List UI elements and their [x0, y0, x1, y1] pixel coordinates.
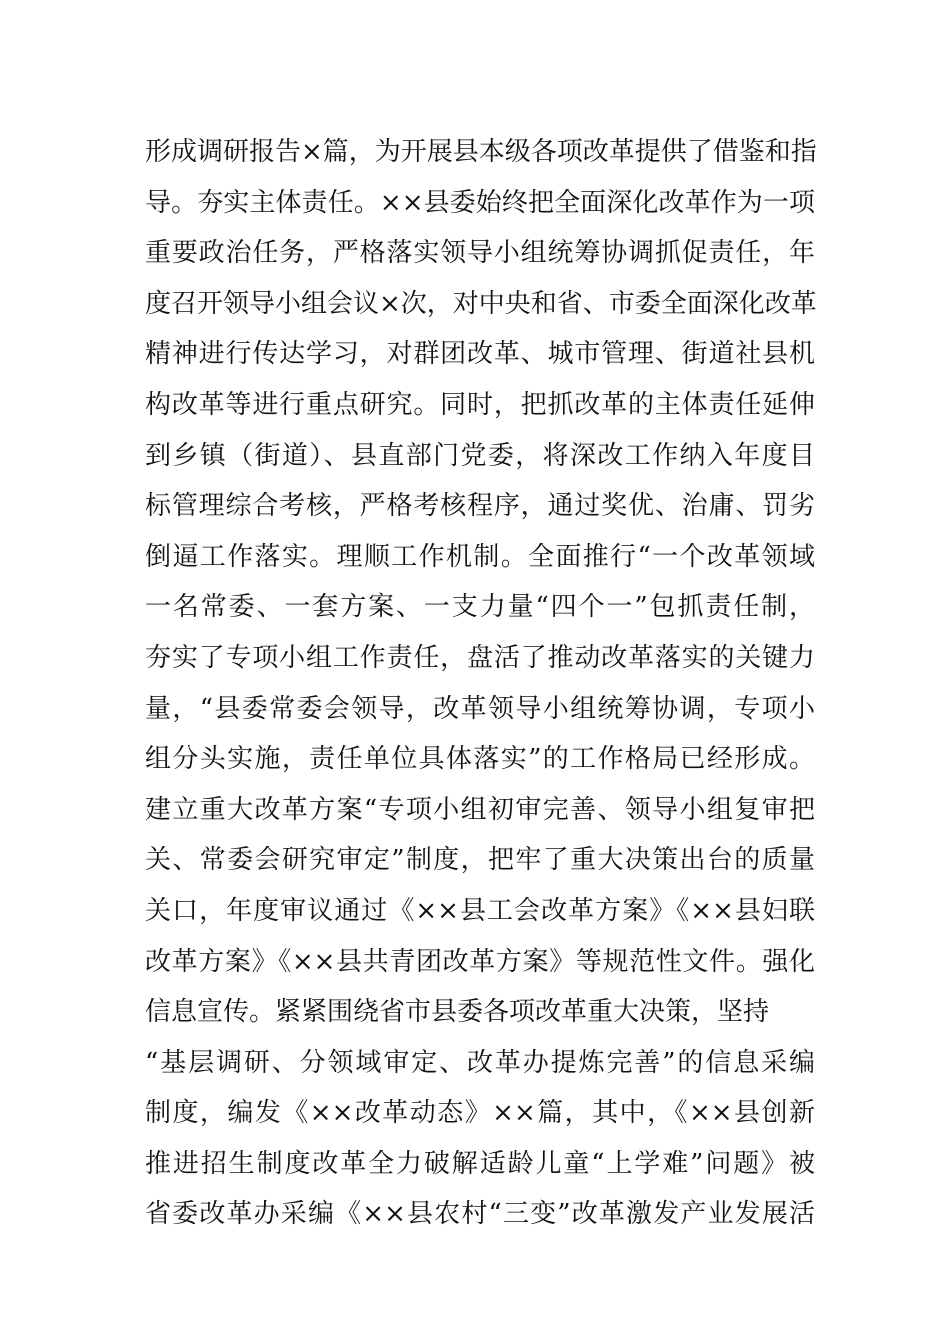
text-line: 量，“县委常委会领导，改革领导小组统筹协调，专项小 [145, 693, 815, 724]
text-line: 形成调研报告×篇，为开展县本级各项改革提供了借鉴和指 [145, 137, 817, 167]
text-line: 关、常委会研究审定”制度，把牢了重大决策出台的质量 [145, 845, 815, 876]
text-line: 重要政治任务，严格落实领导小组统筹协调抓促责任，年 [145, 238, 815, 269]
text-line: 推进招生制度改革全力破解适龄儿童“上学难”问题》被 [145, 1148, 815, 1179]
text-line: 关口，年度审议通过《××县工会改革方案》《××县妇联 [145, 895, 815, 926]
text-line: 导。夯实主体责任。××县委始终把全面深化改革作为一项 [145, 187, 815, 218]
text-line: 夯实了专项小组工作责任，盘活了推动改革落实的关键力 [145, 642, 815, 673]
text-line: 标管理综合考核，严格考核程序，通过奖优、治庸、罚劣 [145, 491, 815, 522]
text-line: 度召开领导小组会议×次，对中央和省、市委全面深化改革 [145, 288, 817, 319]
text-line: 一名常委、一套方案、一支力量“四个一”包抓责任制， [145, 592, 815, 623]
text-line: 组分头实施，责任单位具体落实”的工作格局已经形成。 [145, 744, 815, 775]
body-paragraph [145, 127, 815, 1240]
text-line: 到乡镇（街道）、县直部门党委，将深改工作纳入年度目 [145, 440, 815, 471]
text-line: 信息宣传。紧紧围绕省市县委各项改革重大决策，坚持 [145, 997, 770, 1028]
text-line: 改革方案》《××县共青团改革方案》等规范性文件。强化 [145, 946, 815, 977]
text-line: 制度，编发《××改革动态》××篇，其中，《××县创新 [145, 1098, 815, 1129]
text-line: 构改革等进行重点研究。同时，把抓改革的主体责任延伸 [145, 389, 815, 420]
text-line: 倒逼工作落实。理顺工作机制。全面推行“一个改革领域 [145, 541, 815, 572]
text-line: 精神进行传达学习，对群团改革、城市管理、街道社县机 [145, 339, 815, 370]
text-line: 省委改革办采编《××县农村“三变”改革激发产业发展活 [145, 1199, 815, 1230]
text-line: “基层调研、分领域审定、改革办提炼完善”的信息采编 [145, 1047, 815, 1078]
text-line: 建立重大改革方案“专项小组初审完善、领导小组复审把 [145, 794, 815, 825]
